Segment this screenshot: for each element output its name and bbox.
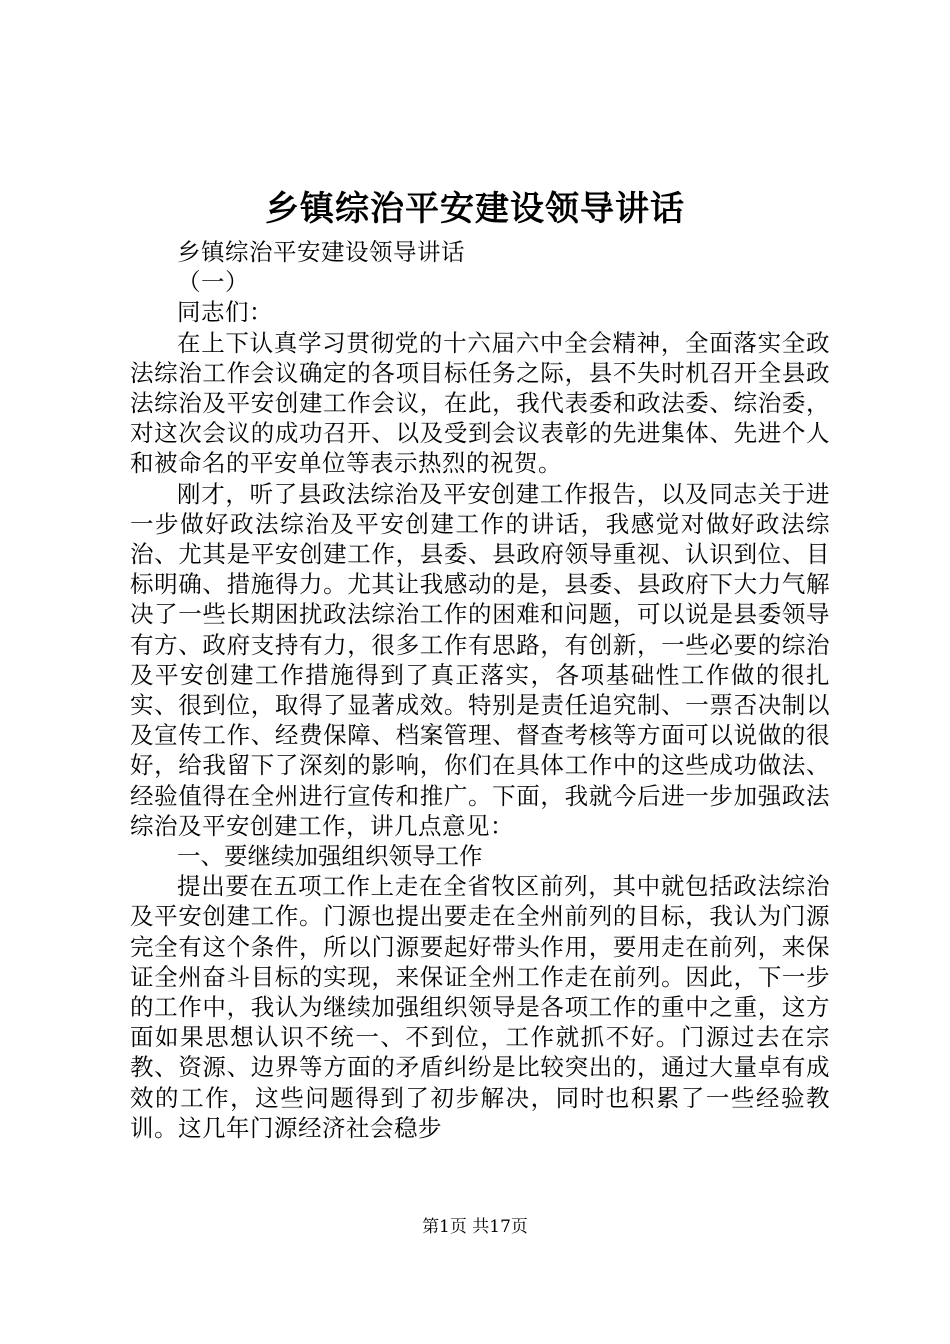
page-number-label: 第1页 共17页 bbox=[422, 1217, 528, 1237]
document-body bbox=[130, 237, 830, 1143]
paragraph-heading: 一、要继续加强组织领导工作 bbox=[177, 842, 483, 871]
paragraph-salutation: 同志们： bbox=[177, 298, 273, 327]
paragraph-section-number: （一） bbox=[177, 268, 249, 297]
page-footer bbox=[0, 1216, 950, 1238]
paragraph-body: 刚才，听了县政法综治及平安创建工作报告，以及同志关于进一步做好政法综治及平安创建工作的讲话，我感觉对做好政法综治、尤其是平安创建工作，县委、县政府领导重视、认识到位、目标明确、措施得力。尤其让我感动的是，县委、县政府下大力气解决了一些长期困扰政法综治工作的困难和问题，可以说是县委领导有方、政府支持有力，很多工作有思路，有创新，一些必要的综治及平安创建工作措施得到了真正落实，各项基础性工作做的很扎实、很到位，取得了显著成效。特别是责任追究制、一票否决制以及宣传工作、经费保障、档案管理、督查考核等方面可以说做的很好，给我留下了深刻的影响，你们在具体工作中的这些成功做法、经验值得在全州进行宣传和推广。下面，我就今后进一步加强政法综治及平安创建工作，讲几点意见： bbox=[130, 479, 830, 840]
paragraph-body: 提出要在五项工作上走在全省牧区前列，其中就包括政法综治及平安创建工作。门源也提出要走在全州前列的目标，我认为门源完全有这个条件，所以门源要起好带头作用，要用走在前列，来保证全州奋斗目标的实现，来保证全州工作走在前列。因此，下一步的工作中，我认为继续加强组织领导是各项工作的重中之重，这方面如果思想认识不统一、不到位，工作就抓不好。门源过去在宗教、资源、边界等方面的矛盾纠纷是比较突出的，通过大量卓有成效的工作，这些问题得到了初步解决，同时也积累了一些经验教训。这几年门源经济社会稳步 bbox=[130, 872, 830, 1142]
document-title: 乡镇综治平安建设领导讲话 bbox=[265, 189, 685, 229]
paragraph-subtitle: 乡镇综治平安建设领导讲话 bbox=[177, 238, 465, 266]
paragraph-body: 在上下认真学习贯彻党的十六届六中全会精神，全面落实全政法综治工作会议确定的各项目标任务之际，县不失时机召开全县政法综治及平安创建工作会议，在此，我代表委和政法委、综治委，对这次会议的成功召开、以及受到会议表彰的先进集体、先进个人和被命名的平安单位等表示热烈的祝贺。 bbox=[130, 328, 830, 478]
